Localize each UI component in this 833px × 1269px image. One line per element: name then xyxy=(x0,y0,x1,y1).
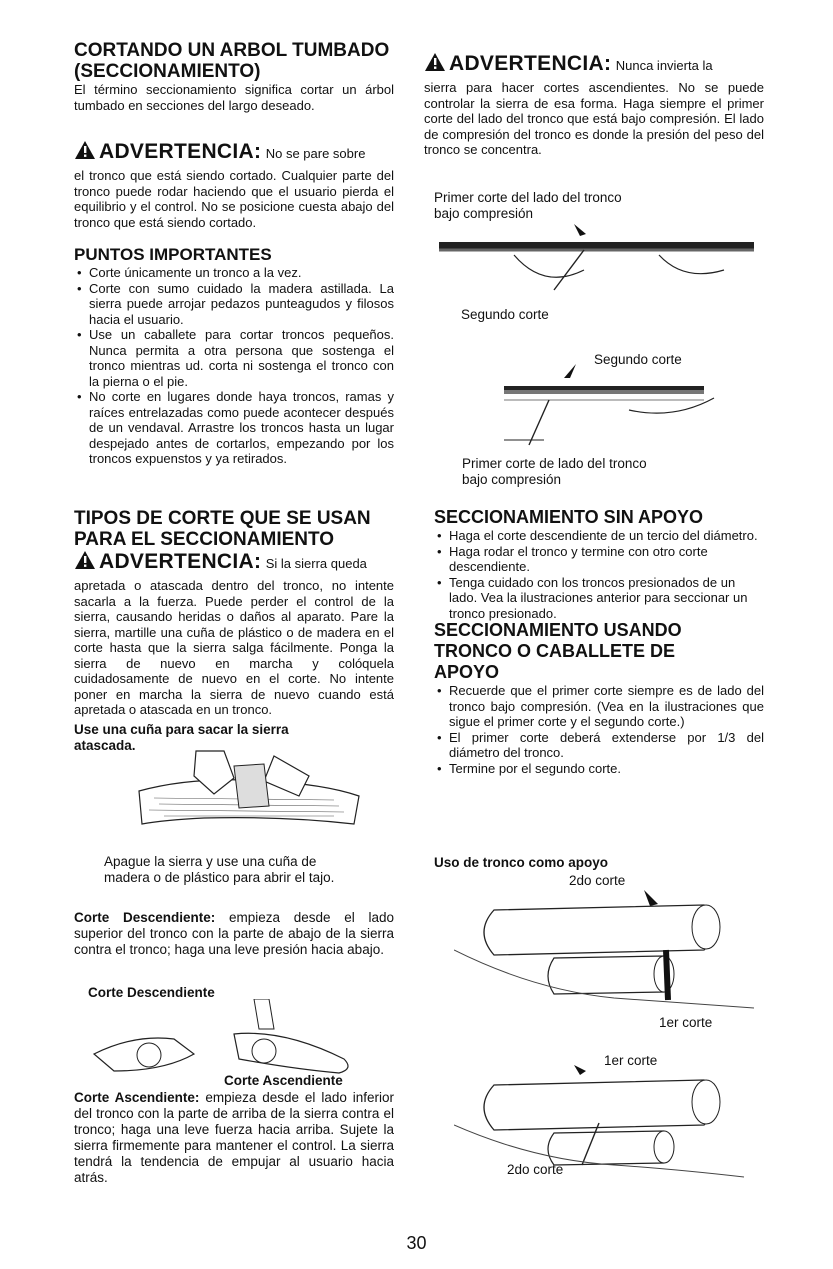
list-item: • Tenga cuidado con los troncos presionados de un lado. Vea la ilustraciones anterior para seccionar un tronco presionado. xyxy=(434,575,764,622)
section-supported xyxy=(434,620,764,776)
figure-label: 1er corte xyxy=(659,1015,713,1030)
list-item: • Corte únicamente un tronco a la vez. xyxy=(74,265,394,281)
term-text: empieza desde el lado inferior del tronco con la parte de arriba de la sierra contra el tronco; haga una leve fuerza hacia arriba. Sujete la sierra firmemente para mantener el control. La sierra tendrá la tendencia de empujar al usuario hacia atrás. xyxy=(74,1090,394,1185)
log-compression-illustration xyxy=(434,360,764,450)
figure-label: Segundo corte xyxy=(461,307,549,322)
wedge-figure xyxy=(74,722,394,885)
figure-label: bajo compresión xyxy=(462,472,562,487)
section-title: CORTANDO UN ARBOL TUMBADO xyxy=(74,40,390,61)
warning-heading: ADVERTENCIA: xyxy=(449,52,612,75)
chainsaw-illustration xyxy=(74,999,394,1079)
section-title: TIPOS DE CORTE QUE SE USAN xyxy=(74,508,371,529)
label-downcut: Corte Descendiente xyxy=(88,985,215,1000)
warning-block-2 xyxy=(74,550,394,718)
list-item: • Haga rodar el tronco y termine con otro corte descendiente. xyxy=(434,544,764,575)
figure-title: Uso de tronco como apoyo xyxy=(434,855,609,870)
figure-title: Use una cuña para sacar la sierra xyxy=(74,722,289,737)
list-item: • Recuerde que el primer corte siempre es de lado del tronco bajo compresión. (Vea en la ilustraciones que sigue el primer corte y el segundo corte.) xyxy=(434,683,764,730)
caption-line: madera o de plástico para abrir el tajo. xyxy=(104,870,335,885)
compression-figure-2 xyxy=(434,352,764,492)
warning-heading: ADVERTENCIA: xyxy=(99,140,262,163)
section-felled-tree xyxy=(74,40,394,113)
figure-label: 1er corte xyxy=(604,1053,658,1068)
warning-body: el tronco que está siendo cortado. Cualquier parte del tronco puede rodar haciendo que el usuario pierda el equilibrio y el control. No se posicione cuesta abajo del tronco que está siendo cortado. xyxy=(74,168,394,230)
section-cut-types xyxy=(74,508,394,550)
compression-figure-1 xyxy=(434,190,764,330)
important-points xyxy=(74,244,394,467)
figure-label: 2do corte xyxy=(507,1162,564,1177)
warning-triangle-icon xyxy=(74,550,96,578)
list-item: • Use un caballete para cortar troncos pequeños. Nunca permita a otra persona que sostenga el tronco mientras ud. corta ni sostenga el tronco con la pierna o el pie. xyxy=(74,327,394,389)
warning-lead: No se pare sobre xyxy=(265,146,366,161)
list-item: • No corte en lugares donde haya troncos, ramas y raíces entrelazadas como puede acontecer después de un vendaval. Arrastre los troncos hasta un lugar despejado antes de cortarlos, empezando por los troncos expuenstos y ya retirados. xyxy=(74,389,394,467)
warning-lead: Si la sierra queda xyxy=(265,556,367,571)
section-title: SECCIONAMIENTO USANDO xyxy=(434,620,682,640)
caption-line: Apague la sierra y use una cuña de xyxy=(104,854,317,869)
warning-block-1 xyxy=(74,140,394,230)
downcut-paragraph xyxy=(74,910,394,958)
supported-list xyxy=(434,683,764,776)
section-subtitle: (SECCIONAMIENTO) xyxy=(74,61,261,82)
section-unsupported xyxy=(434,507,764,621)
warning-triangle-icon xyxy=(74,140,96,168)
term-label: Corte Ascendiente: xyxy=(74,1090,200,1105)
upcut-paragraph xyxy=(74,1090,394,1186)
cut-types-figure xyxy=(74,985,394,1088)
figure-label: Segundo corte xyxy=(594,352,682,367)
section-title: SECCIONAMIENTO SIN APOYO xyxy=(434,507,704,527)
list-item: • Corte con sumo cuidado la madera astillada. La sierra puede arrojar pedazos punteagudos y filosos hacia el usuario. xyxy=(74,281,394,328)
label-upcut: Corte Ascendiente xyxy=(224,1073,343,1088)
wedge-illustration xyxy=(134,736,364,836)
figure-label: Primer corte del lado del tronco xyxy=(434,190,622,205)
log-compression-illustration xyxy=(434,220,764,300)
term-text: empieza desde el lado superior del tronco con la parte de abajo de la sierra contra el tronco; haga una leve presión hacia abajo. xyxy=(74,910,394,957)
intro-paragraph: El término seccionamiento significa cortar un árbol tumbado en secciones del largo deseado. xyxy=(74,82,394,113)
log-on-log-illustration-bottom xyxy=(454,1065,754,1180)
unsupported-list xyxy=(434,528,764,621)
figure-label: 2do corte xyxy=(569,873,626,888)
section-title-cont: APOYO xyxy=(434,662,500,682)
warning-block-3 xyxy=(424,52,764,158)
important-list xyxy=(74,265,394,467)
list-item: • El primer corte deberá extenderse por 1/3 del diámetro del tronco. xyxy=(434,730,764,761)
section-subtitle: PARA EL SECCIONAMIENTO xyxy=(74,529,335,550)
figure-title-cont: atascada. xyxy=(74,738,136,753)
warning-heading: ADVERTENCIA: xyxy=(99,550,262,573)
page-number: 30 xyxy=(406,1233,427,1253)
figure-label: Primer corte de lado del tronco xyxy=(462,456,647,471)
warning-body: sierra para hacer cortes ascendientes. No se puede controlar la sierra de esa forma. Haga siempre el primer corte del lado del tronco que está bajo compresión. El lado de compresión del tronco es donde la presión del peso del tronco se concentra. xyxy=(424,80,764,157)
section-title-cont: TRONCO O CABALLETE DE xyxy=(434,641,675,661)
warning-lead: Nunca invierta la xyxy=(615,58,713,73)
list-item: • Haga el corte descendiente de un tercio del diámetro. xyxy=(434,528,764,544)
warning-triangle-icon xyxy=(424,52,446,80)
warning-body: apretada o atascada dentro del tronco, no intente sacarla a la fuerza. Puede perder el control de la sierra, causando heridas o daños al aparato. Pare la sierra, martille una cuña de plástico o de madera en el corte hasta que la sierra salga fácilmente. Ponga la sierra de nuevo en marcha y colóquela cuidadosamente de nuevo en el corte. No intente poner en marcha la sierra de nuevo cuando está apretada o atascada en un tronco. xyxy=(74,578,394,717)
log-support-figure xyxy=(434,855,764,1185)
term-label: Corte Descendiente: xyxy=(74,910,216,925)
figure-caption xyxy=(104,854,404,886)
list-item: • Termine por el segundo corte. xyxy=(434,761,764,777)
log-on-log-illustration-top xyxy=(454,890,754,1015)
important-title: PUNTOS IMPORTANTES xyxy=(74,245,272,264)
figure-label: bajo compresión xyxy=(434,206,534,221)
